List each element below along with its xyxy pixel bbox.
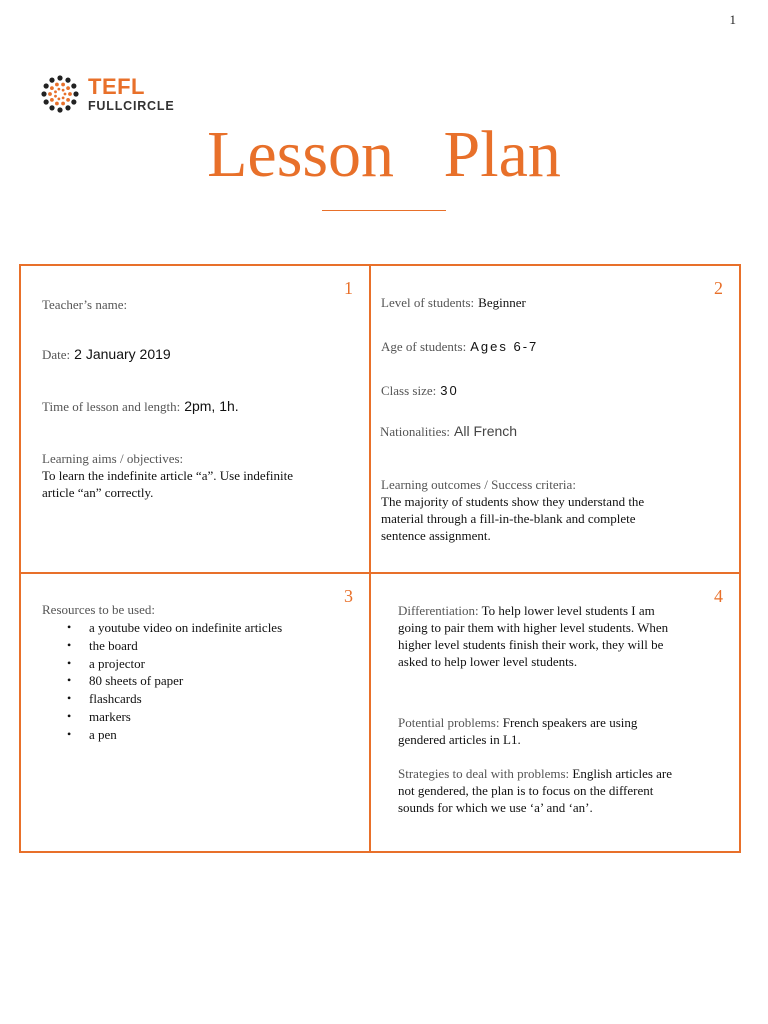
date-value: 2 January 2019: [74, 346, 171, 362]
class-size-label: Class size:: [381, 383, 437, 398]
strategies-value: English articles are not gendered, the plan is to focus on the different sounds for which we use ‘a’ and ‘an’.: [398, 766, 673, 815]
time-field: [42, 398, 239, 416]
resource-text: the board: [89, 637, 138, 653]
resource-item: [67, 672, 307, 690]
section-1: [21, 266, 371, 574]
resource-text: 80 sheets of paper: [89, 673, 184, 689]
differentiation-label: Differentiation:: [398, 603, 479, 618]
age-field: [381, 338, 538, 356]
time-value: 2pm, 1h.: [184, 398, 239, 414]
page-number: 1: [729, 12, 736, 27]
date-label: Date:: [42, 347, 71, 362]
section-2: [371, 266, 739, 574]
logo-wordmark: TEFL: [88, 73, 145, 99]
nationalities-value: All French: [454, 423, 518, 439]
tefl-fullcircle-logo: [40, 74, 174, 114]
resource-text: markers: [89, 708, 131, 724]
teacher-name-field: [42, 296, 127, 314]
date-field: [42, 346, 171, 364]
time-label: Time of lesson and length:: [42, 399, 181, 414]
bullet-icon: •: [67, 726, 72, 741]
class-size-value: 30: [440, 383, 459, 398]
resource-text: a youtube video on indefinite articles: [89, 620, 283, 635]
section-3: [21, 574, 371, 851]
potential-problems-field: [398, 714, 678, 748]
nationalities-label: Nationalities:: [380, 424, 451, 439]
resource-item: [67, 655, 307, 673]
potential-problems-label: Potential problems:: [398, 715, 500, 730]
resources-list: [67, 619, 307, 744]
dotted-circle-logo-icon: [40, 74, 80, 114]
learning-aims-field: [42, 450, 302, 501]
page-title: Lesson Plan: [207, 118, 561, 191]
resource-item: [67, 637, 307, 655]
learning-outcomes-field: [381, 476, 681, 544]
learning-outcomes-label: Learning outcomes / Success criteria:: [381, 477, 576, 492]
title-underline: [322, 210, 446, 211]
section-4: [371, 574, 739, 851]
age-value: Ages 6-7: [470, 339, 539, 354]
section-number: 3: [344, 586, 353, 606]
strategies-field: [398, 765, 678, 816]
level-label: Level of students:: [381, 295, 475, 310]
resource-item: [67, 619, 307, 637]
resource-text: a pen: [89, 726, 117, 742]
learning-outcomes-value: The majority of students show they understand the material through a fill-in-the-blank and complete sentence assignment.: [381, 494, 645, 543]
bullet-icon: •: [67, 673, 72, 688]
section-number: 2: [714, 278, 723, 298]
resource-text: flashcards: [89, 691, 142, 707]
class-size-field: [381, 382, 459, 400]
bullet-icon: •: [67, 691, 72, 706]
resource-item: [67, 690, 307, 708]
resource-item: [67, 708, 307, 726]
teacher-name-label: Teacher’s name:: [42, 297, 128, 312]
bullet-icon: •: [67, 655, 72, 670]
learning-aims-value: To learn the indefinite article “a”. Use indefinite article “an” correctly.: [42, 468, 294, 500]
bullet-icon: •: [67, 637, 72, 652]
age-label: Age of students:: [381, 339, 467, 354]
nationalities-field: [380, 423, 517, 441]
bullet-icon: •: [67, 708, 72, 723]
learning-aims-label: Learning aims / objectives:: [42, 451, 184, 466]
strategies-label: Strategies to deal with problems:: [398, 766, 570, 781]
lesson-plan-grid: [19, 264, 741, 853]
section-number: 1: [344, 278, 353, 298]
level-field: [381, 294, 526, 312]
potential-problems-value: French speakers are using gendered articles in L1.: [398, 715, 638, 747]
differentiation-value: To help lower level students I am going to pair them with higher level students. When higher level students finish their work, they will be asked to help lower level students.: [398, 603, 669, 669]
resource-text: a projector: [89, 655, 145, 671]
level-value: Beginner: [478, 295, 526, 310]
differentiation-field: [398, 602, 678, 670]
bullet-icon: •: [67, 620, 72, 634]
resource-item: [67, 726, 307, 744]
logo-subtitle: FULLCIRCLE: [88, 98, 175, 113]
resources-label: Resources to be used:: [42, 602, 156, 617]
section-number: 4: [714, 586, 723, 606]
